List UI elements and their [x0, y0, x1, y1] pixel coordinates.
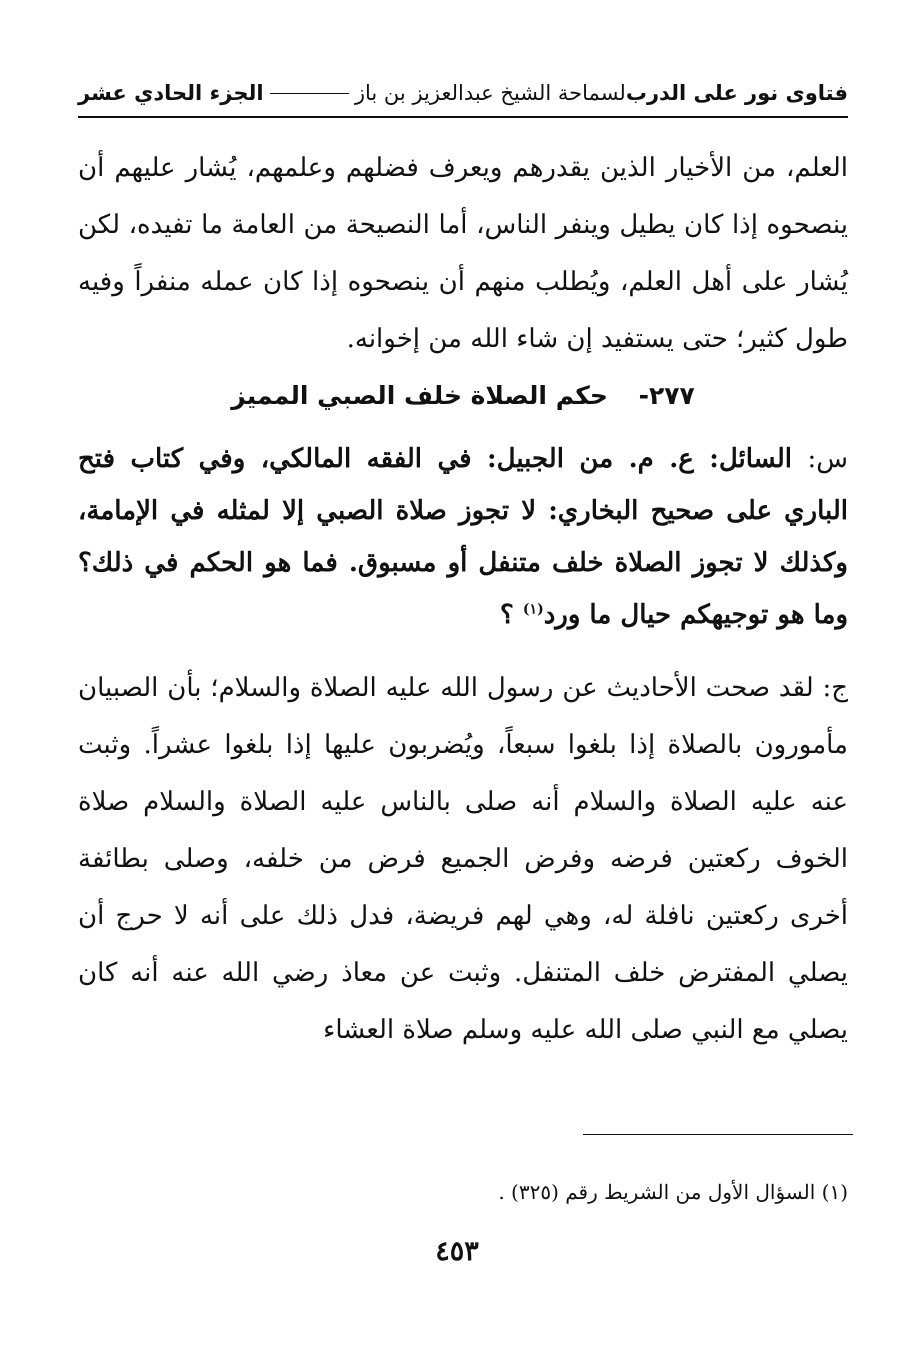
answer-label: ج: — [822, 673, 849, 703]
question-paragraph — [78, 433, 848, 641]
series-title: فتاوى نور على الدرب — [625, 81, 848, 105]
answer-text: لقد صحت الأحاديث عن رسول الله عليه الصلاة والسلام؛ بأن الصبيان مأمورون بالصلاة إذا بلغوا سبعاً، ويُضربون عليها إذا بلغوا عشراً. وثبت عنه عليه الصلاة والسلام أنه صلى بالناس عليه الصلاة والسلام صلاة الخوف ركعتين فرضه وفرض الجميع فرض من خلفه، وصلى بطائفة أخرى ركعتين نافلة له، وهي لهم فريضة، فدل ذلك على أنه لا حرج أن يصلي المفترض خلف المتنفل. وثبت عن معاذ رضي الله عنه أنه كان يصلي مع النبي صلى الله عليه وسلم صلاة العشاء — [78, 673, 848, 1045]
author-name: لسماحة الشيخ عبدالعزيز بن باز — [354, 81, 626, 105]
intro-paragraph: العلم، من الأخيار الذين يقدرهم ويعرف فضلهم وعلمهم، يُشار عليهم أن ينصحوه إذا كان يطيل وينفر الناس، أما النصيحة من العامة ما تفيده، لكن يُشار على أهل العلم، ويُطلب منهم أن ينصحوه إذا كان عمله منفراً وفيه طول كثير؛ حتى يستفيد إن شاء الله من إخوانه. — [78, 153, 848, 354]
section-number: ٢٧٧- — [638, 381, 695, 410]
footnote: (١) السؤال الأول من الشريط رقم (٣٢٥) . — [498, 1180, 848, 1204]
answer-paragraph — [78, 660, 848, 1059]
header-divider — [78, 116, 848, 118]
section-heading — [78, 376, 848, 416]
running-header — [78, 74, 848, 112]
question-label: س: — [807, 444, 848, 474]
header-fill-line — [270, 93, 349, 94]
page-number: ٤٥٣ — [435, 1236, 479, 1267]
question-end: ؟ — [500, 600, 523, 630]
footnote-divider — [583, 1134, 853, 1135]
question-text: السائل: ع. م. من الجبيل: في الفقه المالكي، وفي كتاب فتح الباري على صحيح البخاري: لا تجوز صلاة الصبي إلا لمثله في الإمامة، وكذلك لا تجوز الصلاة خلف متنفل أو مسبوق. فما هو الحكم في ذلك؟ وما هو توجيهكم حيال ما ورد — [78, 444, 848, 630]
part-title: الجزء الحادي عشر — [78, 81, 264, 105]
section-title: حكم الصلاة خلف الصبي المميز — [231, 381, 608, 410]
footnote-reference: (١) — [522, 601, 544, 618]
